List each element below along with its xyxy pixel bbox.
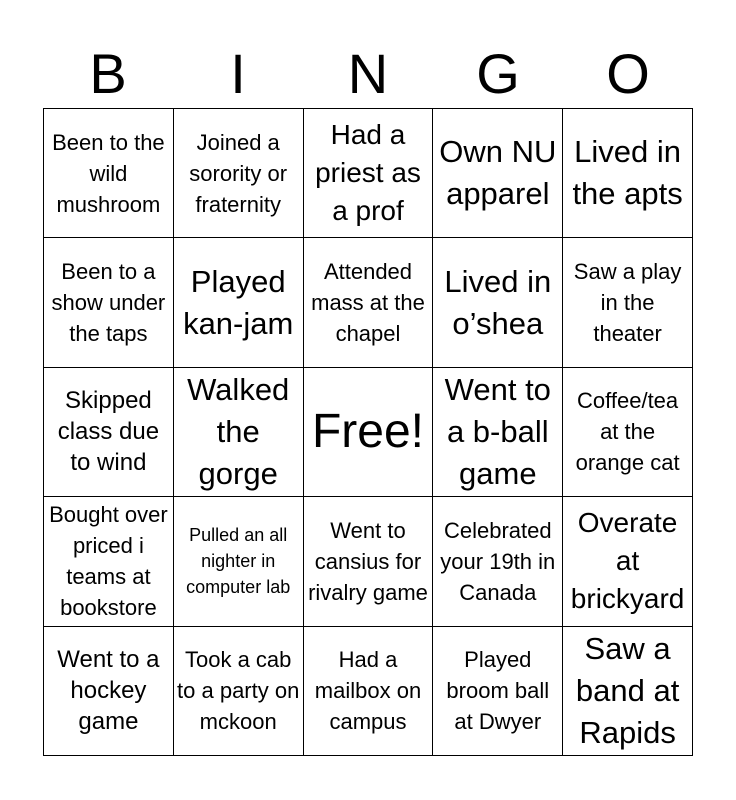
cell-text: Took a cab to a party on mckoon: [177, 647, 300, 735]
cell-text: Skipped class due to wind: [57, 387, 160, 477]
bingo-cell[interactable]: [44, 109, 174, 238]
bingo-cell[interactable]: [433, 109, 563, 238]
bingo-cell[interactable]: [563, 109, 693, 238]
bingo-cell[interactable]: [433, 627, 563, 756]
bingo-cell[interactable]: [44, 238, 174, 367]
cell-text: Saw a band at Rapids: [575, 630, 680, 750]
cell-text: Been to a show under the taps: [51, 259, 166, 347]
bingo-cell[interactable]: [563, 368, 693, 497]
header-letter-g: G: [476, 42, 520, 105]
bingo-cell[interactable]: [304, 497, 434, 626]
cell-text: Walked the gorge: [187, 372, 290, 491]
bingo-cell[interactable]: [433, 497, 563, 626]
cell-text: Pulled an all nighter in computer lab: [186, 525, 291, 598]
cell-text: Lived in the apts: [572, 134, 683, 212]
bingo-header: [43, 40, 693, 108]
cell-text: Lived in o’shea: [444, 263, 552, 341]
bingo-cell[interactable]: [304, 238, 434, 367]
cell-text: Attended mass at the chapel: [311, 259, 425, 347]
bingo-cell[interactable]: [174, 368, 304, 497]
cell-text: Joined a sorority or fraternity: [189, 129, 288, 217]
bingo-cell[interactable]: [563, 238, 693, 367]
cell-text: Coffee/tea at the orange cat: [575, 388, 680, 476]
bingo-cell[interactable]: [174, 238, 304, 367]
bingo-cell[interactable]: [174, 497, 304, 626]
bingo-cell[interactable]: [174, 109, 304, 238]
cell-text: Been to the wild mushroom: [52, 129, 165, 217]
header-letter-b: B: [89, 42, 127, 105]
cell-text: Bought over priced i teams at bookstore: [49, 502, 168, 621]
bingo-cell[interactable]: [563, 497, 693, 626]
cell-text: Had a mailbox on campus: [314, 647, 422, 735]
cell-text: Went to a b-ball game: [444, 372, 551, 491]
bingo-cell[interactable]: [433, 238, 563, 367]
header-letter-i: I: [230, 42, 246, 105]
bingo-board: [43, 108, 693, 756]
bingo-cell[interactable]: [304, 109, 434, 238]
bingo-cell[interactable]: [44, 497, 174, 626]
cell-text: Played broom ball at Dwyer: [446, 647, 550, 735]
cell-text: Played kan-jam: [183, 263, 294, 341]
cell-text: Overate at brickyard: [570, 507, 685, 615]
bingo-cell[interactable]: [433, 368, 563, 497]
cell-text: Went to a hockey game: [57, 646, 160, 736]
header-letter-n: N: [347, 42, 389, 105]
cell-text: Went to cansius for rivalry game: [308, 517, 428, 605]
free-cell-text: Free!: [311, 404, 424, 458]
bingo-cell[interactable]: [44, 627, 174, 756]
bingo-cell[interactable]: [174, 627, 304, 756]
cell-text: Own NU apparel: [439, 134, 557, 212]
header-letter-o: O: [606, 42, 650, 105]
cell-text: Had a priest as a prof: [315, 119, 421, 227]
cell-text: Celebrated your 19th in Canada: [440, 517, 556, 605]
cell-text: Saw a play in the theater: [573, 259, 682, 347]
bingo-cell[interactable]: [304, 627, 434, 756]
bingo-cell[interactable]: [44, 368, 174, 497]
bingo-cell[interactable]: [563, 627, 693, 756]
free-cell[interactable]: [304, 368, 434, 497]
